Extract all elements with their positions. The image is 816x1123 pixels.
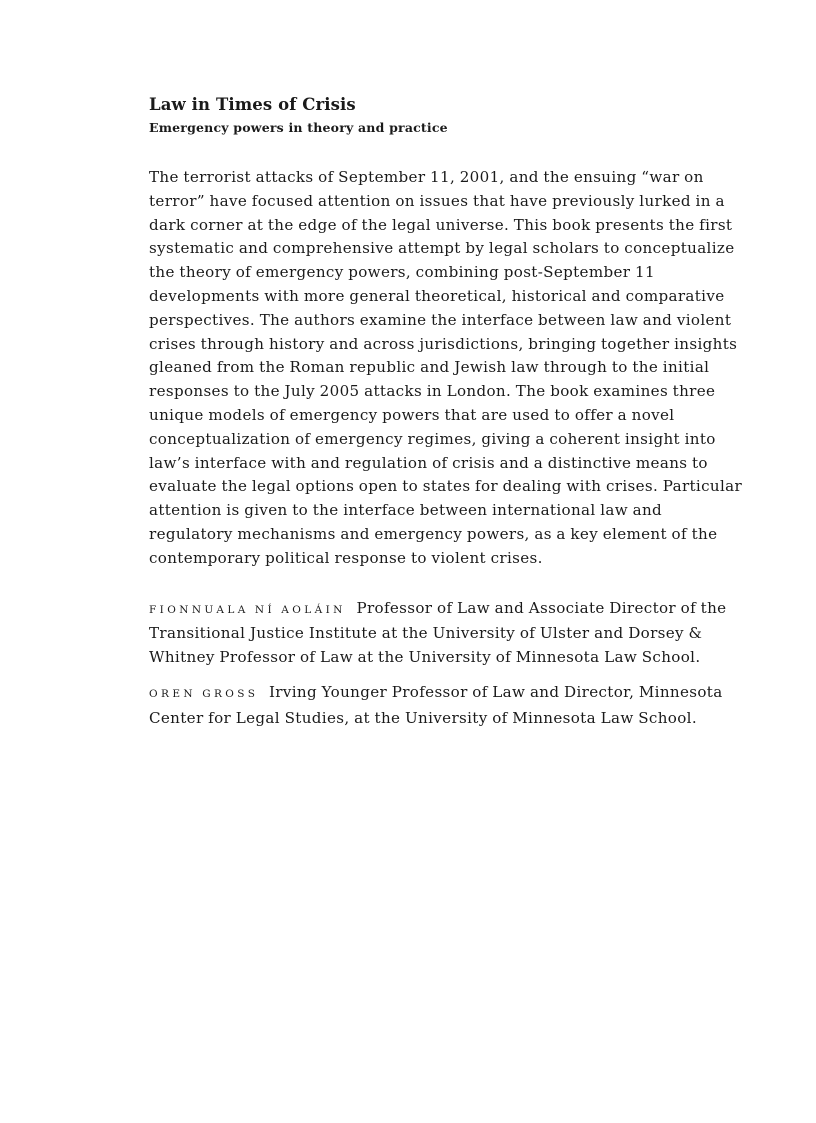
- book-blurb-page: [149, 94, 745, 731]
- book-description: The terrorist attacks of September 11, 2001, and the ensuing “war on terror” have focused attention on issues that have previously lurked in a dark corner at the edge of the legal universe. This book presents the first systematic and comprehensive attempt by legal scholars to conceptualize the theory of emergency powers, combining post-September 11 developments with more general theoretical, historical and comparative perspectives. The authors examine the interface between law and violent crises through history and across jurisdictions, bringing together insights gleaned from the Roman republic and Jewish law through to the initial responses to the July 2005 attacks in London. The book examines three unique models of emergency powers that are used to offer a novel conceptualization of emergency regimes, giving a coherent insight into law’s interface with and regulation of crisis and a distinctive means to evaluate the legal options open to states for dealing with crises. Particular attention is given to the interface between international law and regulatory mechanisms and emergency powers, as a key element of the contemporary political response to violent crises.: [149, 168, 743, 567]
- author-bio-text: Irving Younger Professor of Law and Director, Minnesota Center for Legal Studies, at the University of Minnesota Law School.: [149, 682, 723, 727]
- author-bio-text: Professor of Law and Associate Director of the Transitional Justice Institute at the University of Ulster and Dorsey & Whitney Professor of Law at the University of Minnesota Law School.: [149, 598, 727, 667]
- author-name: OREN GROSS: [149, 687, 259, 700]
- book-title: Law in Times of Crisis: [149, 95, 356, 114]
- author-name: FIONNUALA NÍ AOLÁIN: [149, 603, 346, 616]
- author-bio: [149, 597, 745, 670]
- author-bio: [149, 681, 745, 731]
- book-subtitle: Emergency powers in theory and practice: [149, 120, 448, 135]
